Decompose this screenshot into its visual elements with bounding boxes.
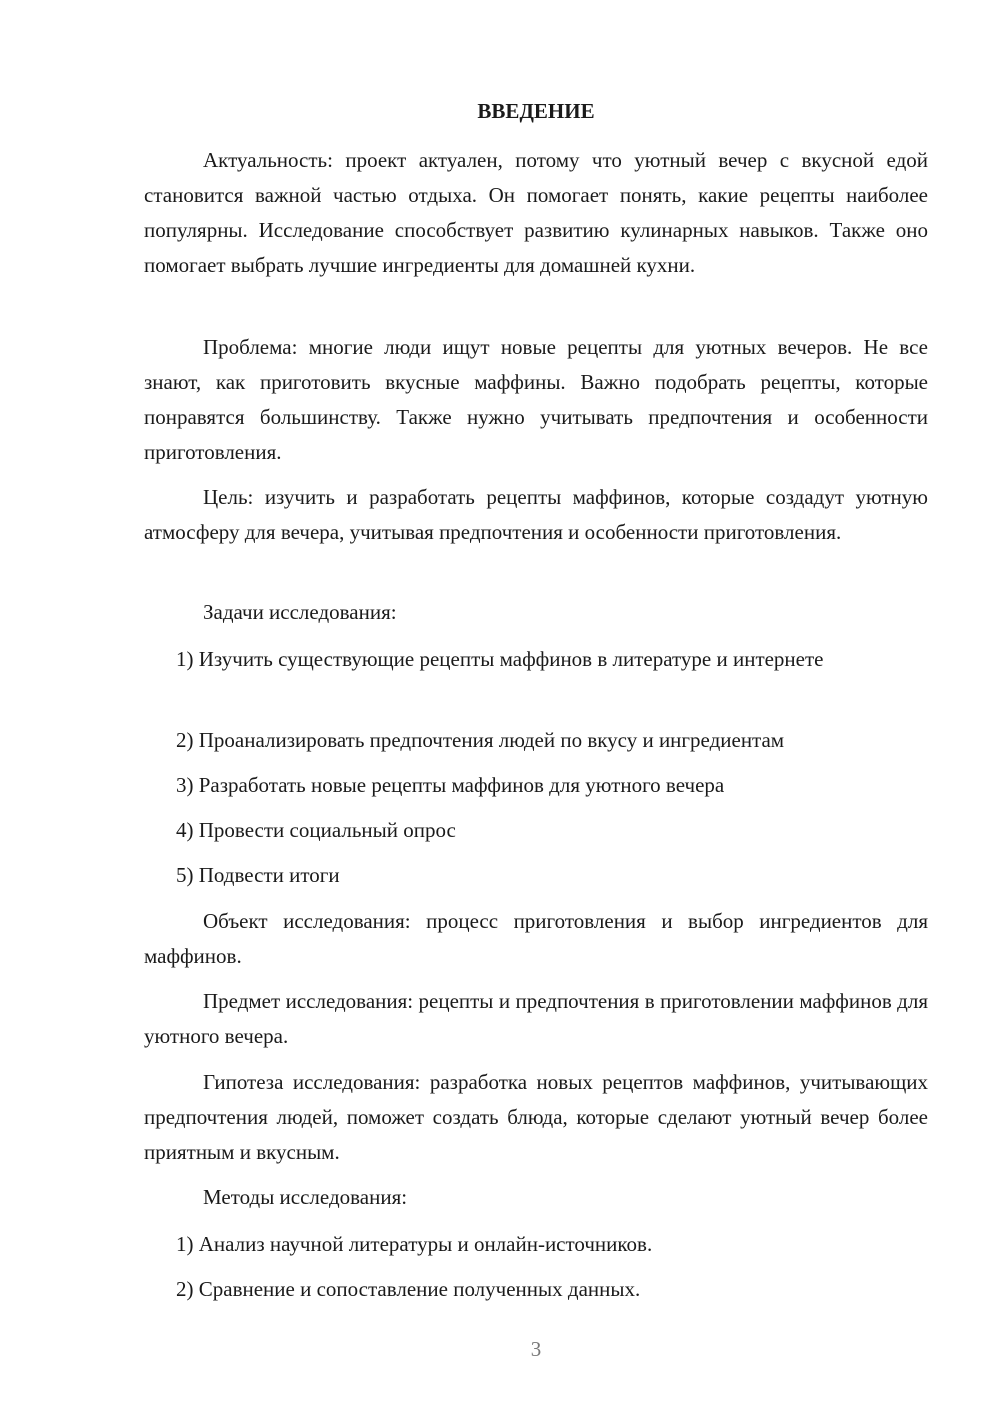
- method-item-1: 1) Анализ научной литературы и онлайн-источников.: [176, 1232, 653, 1256]
- hypothesis-paragraph: Гипотеза исследования: разработка новых рецептов маффинов, учитывающих предпочтения людей, поможет создать блюда, которые сделают уютный вечер более приятным и вкусным.: [144, 1070, 928, 1164]
- tasks-title: Задачи исследования:: [203, 600, 397, 624]
- goal-paragraph: Цель: изучить и разработать рецепты маффинов, которые создадут уютную атмосферу для вечера, учитывая предпочтения и особенности приготовления.: [144, 485, 928, 544]
- task-item-5: 5) Подвести итоги: [176, 863, 340, 887]
- section-heading: ВВЕДЕНИЕ: [477, 99, 595, 123]
- object-paragraph: Объект исследования: процесс приготовления и выбор ингредиентов для маффинов.: [144, 909, 928, 968]
- task-item-1: 1) Изучить существующие рецепты маффинов в литературе и интернете: [176, 647, 824, 671]
- task-item-2: 2) Проанализировать предпочтения людей по вкусу и ингредиентам: [176, 728, 785, 752]
- page-number: 3: [530, 1337, 542, 1361]
- subject-paragraph: Предмет исследования: рецепты и предпочтения в приготовлении маффинов для уютного вечера.: [144, 989, 928, 1048]
- problem-paragraph: Проблема: многие люди ищут новые рецепты для уютных вечеров. Не все знают, как приготовить вкусные маффины. Важно подобрать рецепты, которые понравятся большинству. Также нужно учитывать предпочтения и особенности приготовления.: [144, 335, 928, 464]
- task-item-3: 3) Разработать новые рецепты маффинов для уютного вечера: [176, 773, 725, 797]
- task-item-4: 4) Провести социальный опрос: [176, 818, 456, 842]
- methods-title: Методы исследования:: [203, 1185, 408, 1209]
- relevance-paragraph: Актуальность: проект актуален, потому что уютный вечер с вкусной едой становится важной частью отдыха. Он помогает понять, какие рецепты наиболее популярны. Исследование способствует развитию кулинарных навыков. Также оно помогает выбрать лучшие ингредиенты для домашней кухни.: [144, 148, 928, 277]
- method-item-2: 2) Сравнение и сопоставление полученных данных.: [176, 1277, 641, 1301]
